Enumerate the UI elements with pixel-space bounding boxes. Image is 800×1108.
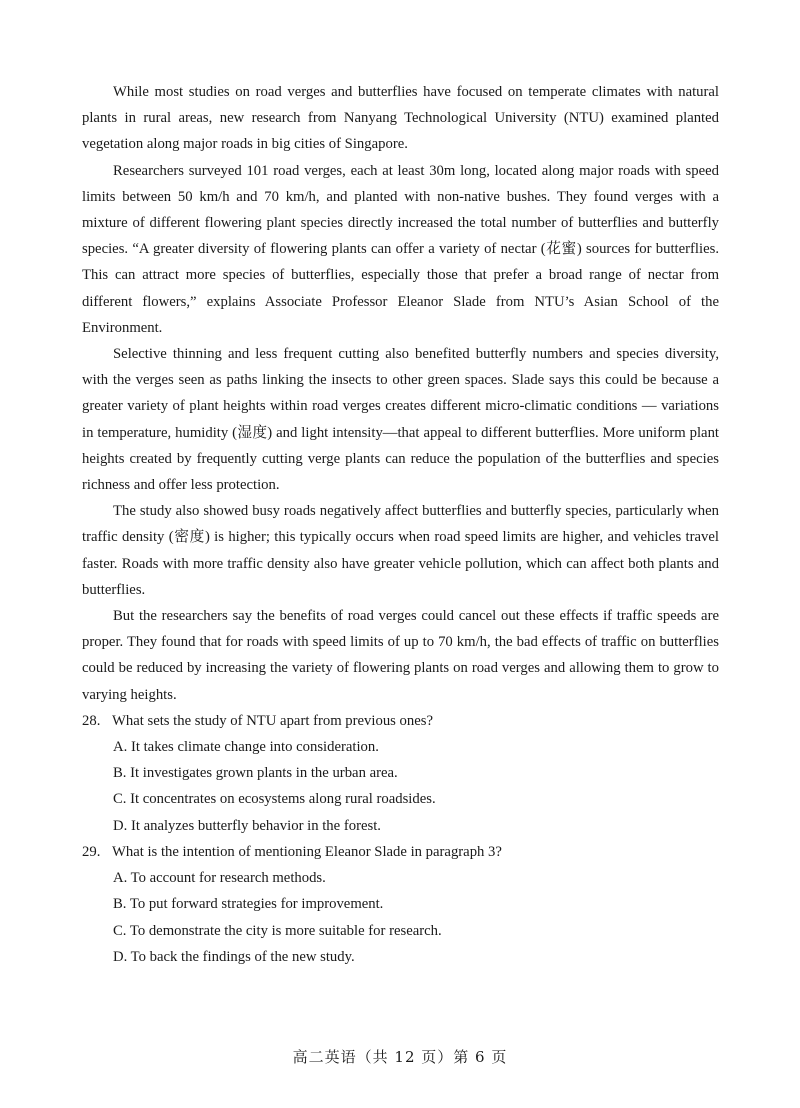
question-28	[82, 708, 719, 839]
question-stem: What sets the study of NTU apart from previous ones?	[112, 712, 434, 729]
option-d: D. To back the findings of the new study.	[113, 948, 355, 965]
option-b: B. To put forward strategies for improvement.	[113, 896, 384, 913]
option-c: C. To demonstrate the city is more suitable for research.	[113, 922, 442, 939]
passage-paragraph: Selective thinning and less frequent cutting also benefited butterfly numbers and species diversity, with the verges seen as paths linking the insects to other green spaces. Slade says this could be because a greater variety of plant heights within road verges creates different micro-climatic conditions — variations in temperature, humidity (湿度) and light intensity—that appeal to different butterflies. More uniform plant heights created by frequently cutting verge plants can reduce the population of the butterflies and species richness and offer less protection.	[82, 346, 719, 494]
passage-paragraph: But the researchers say the benefits of road verges could cancel out these effects if traffic speeds are proper. They found that for roads with speed limits of up to 70 km/h, the bad effects of traffic on butterflies could be reduced by increasing the variety of flowering plants on road verges and allowing them to grow to varying heights.	[82, 608, 719, 703]
reading-passage	[82, 79, 719, 708]
option-a: A. It takes climate change into consideration.	[113, 739, 379, 756]
passage-paragraph: The study also showed busy roads negatively affect butterflies and butterfly species, particularly when traffic density (密度) is higher; this typically occurs when road speed limits are higher, and vehicles travel faster. Roads with more traffic density also have greater vehicle pollution, which can affect both plants and butterflies.	[82, 503, 719, 598]
passage-paragraph: While most studies on road verges and butterflies have focused on temperate climates with natural plants in rural areas, new research from Nanyang Technological University (NTU) examined planted vegetation along major roads in big cities of Singapore.	[82, 84, 719, 153]
option-c: C. It concentrates on ecosystems along rural roadsides.	[113, 791, 436, 808]
option-d: D. It analyzes butterfly behavior in the forest.	[113, 817, 381, 834]
passage-paragraph: Researchers surveyed 101 road verges, each at least 30m long, located along major roads with speed limits between 50 km/h and 70 km/h, and planted with non-native bushes. They found verges with a mixture of different flowering plant species directly increased the total number of butterflies and butterfly species. “A greater diversity of flowering plants can offer a variety of nectar (花蜜) sources for butterflies. This can attract more species of butterflies, especially those that prefer a broad range of nectar from different flowers,” explains Associate Professor Eleanor Slade from NTU’s Asian School of the Environment.	[82, 162, 719, 336]
question-stem: What is the intention of mentioning Eleanor Slade in paragraph 3?	[112, 843, 502, 860]
option-a: A. To account for research methods.	[113, 870, 326, 887]
question-29	[82, 839, 719, 970]
question-number: 29.	[82, 843, 101, 860]
page-footer: 高二英语（共 12 页）第 6 页	[292, 1048, 508, 1066]
exam-page	[82, 79, 719, 970]
question-number: 28.	[82, 712, 101, 729]
option-b: B. It investigates grown plants in the urban area.	[113, 765, 398, 782]
